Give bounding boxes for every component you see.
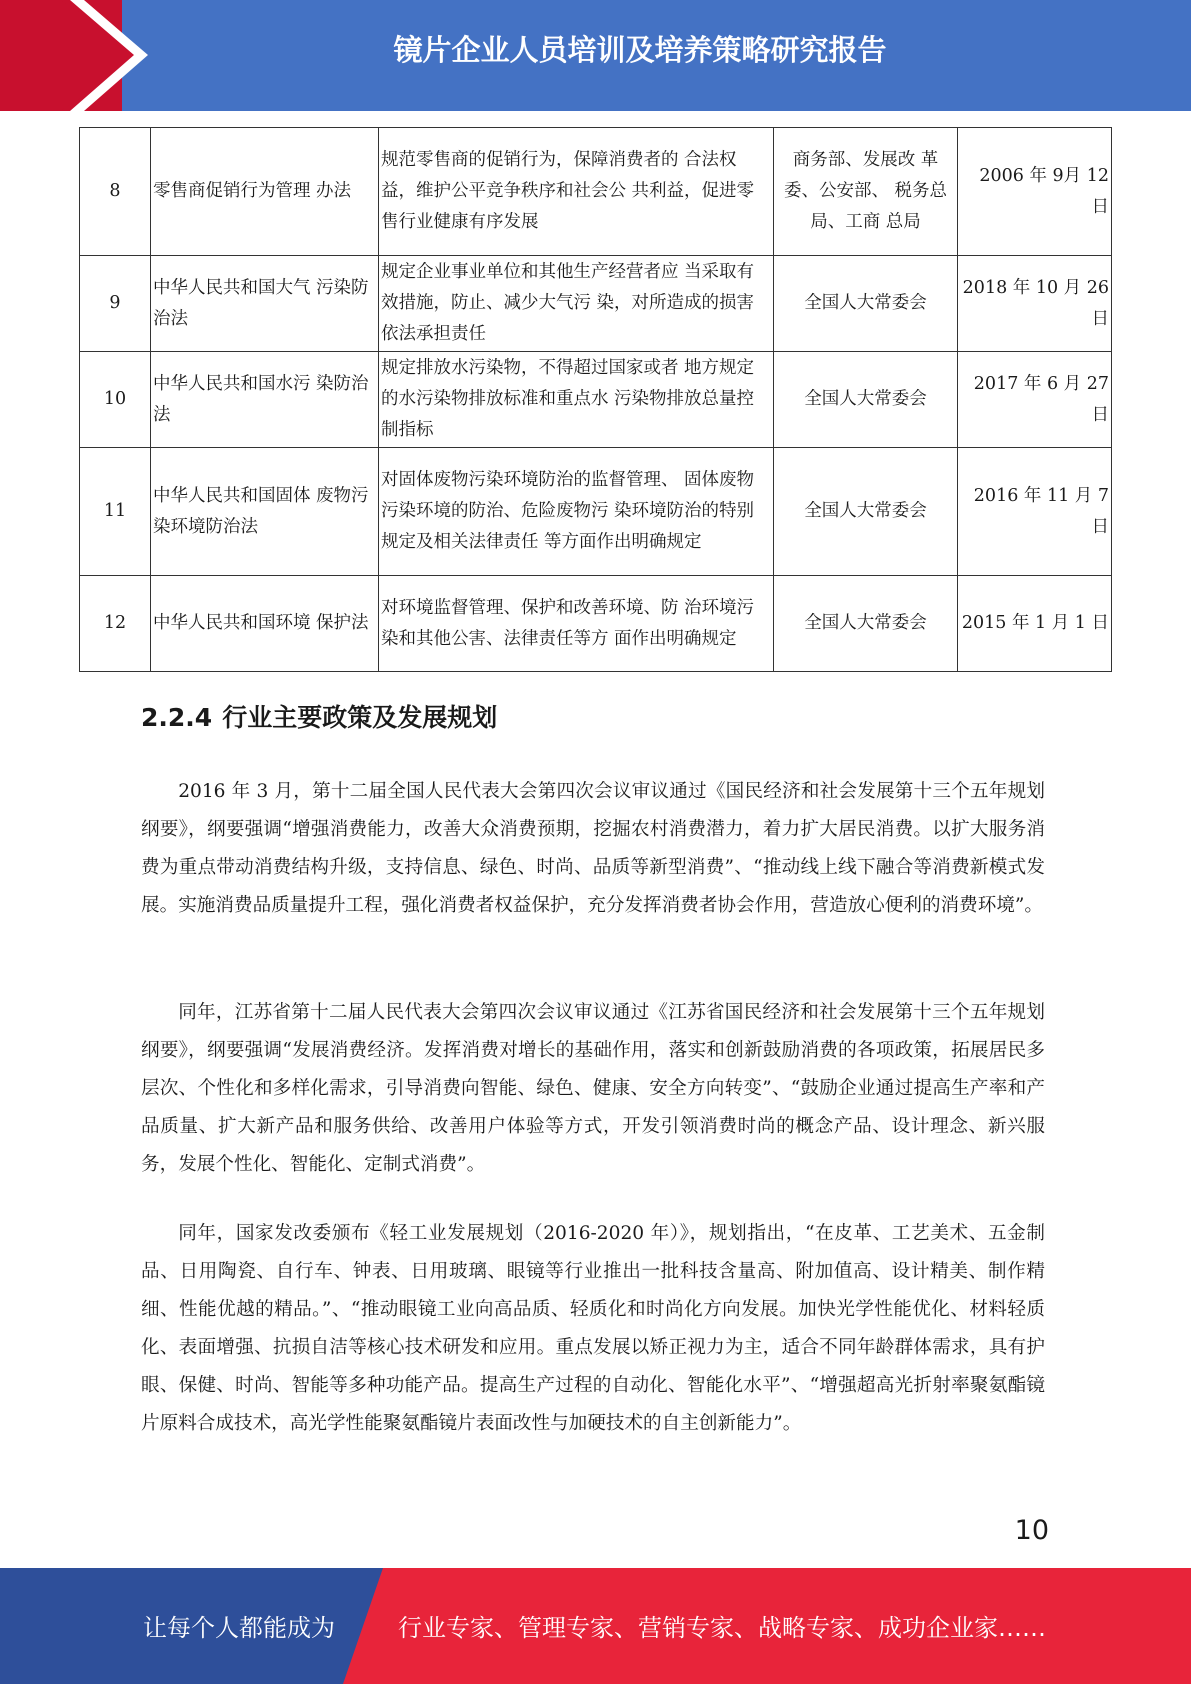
- table-row: [80, 256, 1112, 352]
- row-number: 11: [80, 448, 151, 576]
- issuing-department: 全国人大常委会: [774, 256, 958, 352]
- issue-date: 2018 年 10 月 26 日: [958, 256, 1112, 352]
- footer-slogan-left: 让每个人都能成为: [143, 1614, 335, 1642]
- footer-slogan-right: 行业专家、管理专家、营销专家、战略专家、成功企业家……: [398, 1614, 1046, 1642]
- page-header: [0, 0, 1191, 111]
- header-arrow-decoration: [0, 0, 160, 111]
- regulation-content: 规定排放水污染物，不得超过国家或者 地方规定的水污染物排放标准和重点水 污染物排放总量控制指标: [379, 352, 774, 448]
- row-number: 8: [80, 128, 151, 256]
- issuing-department: 全国人大常委会: [774, 352, 958, 448]
- regulation-name: 中华人民共和国水污 染防治法: [151, 352, 379, 448]
- regulation-content: 规范零售商的促销行为，保障消费者的 合法权益，维护公平竞争秩序和社会公 共利益，促进零售行业健康有序发展: [379, 128, 774, 256]
- regulation-name: 中华人民共和国大气 污染防治法: [151, 256, 379, 352]
- table-row: [80, 128, 1112, 256]
- row-number: 12: [80, 576, 151, 672]
- table-row: [80, 576, 1112, 672]
- report-title: 镜片企业人员培训及培养策略研究报告: [393, 33, 887, 67]
- issuing-department: 全国人大常委会: [774, 448, 958, 576]
- regulation-content: 规定企业事业单位和其他生产经营者应 当采取有效措施，防止、减少大气污 染，对所造成的损害依法承担责任: [379, 256, 774, 352]
- row-number: 9: [80, 256, 151, 352]
- body-paragraph: 同年，国家发改委颁布《轻工业发展规划（2016-2020 年）》，规划指出，“在皮革、工艺美术、五金制品、日用陶瓷、自行车、钟表、日用玻璃、眼镜等行业推出一批科技含量高、附加值高、设计精美、制作精细、性能优越的精品。”、“推动眼镜工业向高品质、轻质化和时尚化方向发展。加快光学性能优化、材料轻质化、表面增强、抗损自洁等核心技术研发和应用。重点发展以矫正视力为主，适合不同年龄群体需求，具有护眼、保健、时尚、智能等多种功能产品。提高生产过程的自动化、智能化水平”、“增强超高光折射率聚氨酯镜片原料合成技术，高光学性能聚氨酯镜片表面改性与加硬技术的自主创新能力”。: [141, 1223, 1045, 1434]
- issue-date: 2006 年 9月 12 日: [958, 128, 1112, 256]
- issuing-department: 商务部、发展改 革委、公安部、 税务总局、工商 总局: [774, 128, 958, 256]
- section-heading: [141, 700, 497, 736]
- body-paragraph: 同年，江苏省第十二届人民代表大会第四次会议审议通过《江苏省国民经济和社会发展第十三个五年规划纲要》，纲要强调“发展消费经济。发挥消费对增长的基础作用，落实和创新鼓励消费的各项政策，拓展居民多层次、个性化和多样化需求，引导消费向智能、绿色、健康、安全方向转变”、“鼓励企业通过提高生产率和产品质量、扩大新产品和服务供给、改善用户体验等方式，开发引领消费时尚的概念产品、设计理念、新兴服务，发展个性化、智能化、定制式消费”。: [141, 1002, 1045, 1175]
- issue-date: 2015 年 1 月 1 日: [958, 576, 1112, 672]
- row-number: 10: [80, 352, 151, 448]
- table-row: [80, 352, 1112, 448]
- body-paragraph: 2016 年 3 月，第十二届全国人民代表大会第四次会议审议通过《国民经济和社会发展第十三个五年规划纲要》，纲要强调“增强消费能力，改善大众消费预期，挖掘农村消费潜力，着力扩大居民消费。以扩大服务消费为重点带动消费结构升级，支持信息、绿色、时尚、品质等新型消费”、“推动线上线下融合等消费新模式发展。实施消费品质量提升工程，强化消费者权益保护，充分发挥消费者协会作用，营造放心便利的消费环境”。: [141, 781, 1045, 916]
- section-number: 2.2.4: [141, 703, 213, 732]
- table-row: [80, 448, 1112, 576]
- regulation-content: 对固体废物污染环境防治的监督管理、 固体废物污染环境的防治、危险废物污 染环境防治的特别规定及相关法律责任 等方面作出明确规定: [379, 448, 774, 576]
- page-footer: [0, 1568, 1191, 1684]
- regulation-name: 中华人民共和国环境 保护法: [151, 576, 379, 672]
- issuing-department: 全国人大常委会: [774, 576, 958, 672]
- regulation-name: 中华人民共和国固体 废物污染环境防治法: [151, 448, 379, 576]
- page-number: 10: [1014, 1515, 1049, 1546]
- regulation-content: 对环境监督管理、保护和改善环境、防 治环境污染和其他公害、法律责任等方 面作出明确规定: [379, 576, 774, 672]
- regulation-name: 零售商促销行为管理 办法: [151, 128, 379, 256]
- issue-date: 2016 年 11 月 7 日: [958, 448, 1112, 576]
- section-title: 行业主要政策及发展规划: [222, 703, 498, 732]
- regulations-table: [79, 127, 1112, 672]
- issue-date: 2017 年 6 月 27 日: [958, 352, 1112, 448]
